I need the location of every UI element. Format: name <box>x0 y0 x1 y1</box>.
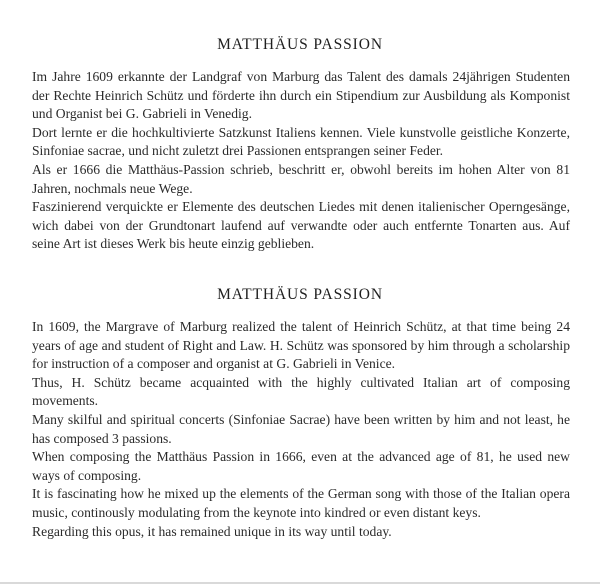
english-section <box>0 286 600 541</box>
german-paragraph-3: Als er 1666 die Matthäus-Passion schrieb, beschritt er, obwohl bereits im hohen Alter von 81 Jahren, nochmals neue Wege. <box>32 161 570 196</box>
german-paragraph-4: Faszinierend verquickte er Elemente des deutschen Liedes mit denen italienischer Operngesänge, wich dabei von der Grundtonart laufend auf verwandte oder auch entfernte Tonarten aus. Auf seine Art ist dieses Werk bis heute einzig geblieben. <box>32 199 570 252</box>
english-paragraph-5: It is fascinating how he mixed up the elements of the German song with those of the Italian opera music, continously modulating from the keynote into kindred or even distant keys. <box>32 486 570 520</box>
german-section <box>0 36 600 254</box>
german-title: MATTHÄUS PASSION <box>217 36 383 53</box>
english-paragraph-1: In 1609, the Margrave of Marburg realized the talent of Heinrich Schütz, at that time being 24 years of age and student of Right and Law. H. Schütz was sponsored by him through a scholarship for instruction of a composer and organist at G. Gabrieli in Venice. <box>32 319 570 372</box>
english-title: MATTHÄUS PASSION <box>217 286 383 303</box>
english-paragraph-4: When composing the Matthäus Passion in 1666, even at the advanced age of 81, he used new ways of composing. <box>32 449 570 483</box>
page-bottom-edge <box>0 582 600 584</box>
german-paragraph-1: Im Jahre 1609 erkannte der Landgraf von Marburg das Talent des damals 24jährigen Studenten der Rechte Heinrich Schütz und förderte ihn durch ein Stipendium zur Ausbildung als Komponist und Organist bei G. Gabrieli in Venedig. <box>32 69 570 122</box>
english-paragraph-3: Many skilful and spiritual concerts (Sinfoniae Sacrae) have been written by him and not least, he has composed 3 passions. <box>32 411 570 446</box>
english-paragraph-2: Thus, H. Schütz became acquainted with the highly cultivated Italian art of composing movements. <box>32 374 570 409</box>
english-paragraph-6: Regarding this opus, it has remained unique in its way until today. <box>32 523 392 539</box>
german-paragraph-2: Dort lernte er die hochkultivierte Satzkunst Italiens kennen. Viele kunstvolle geistliche Konzerte, Sinfoniae sacrae, und nicht zuletzt drei Passionen entsprangen seiner Feder. <box>32 124 570 159</box>
